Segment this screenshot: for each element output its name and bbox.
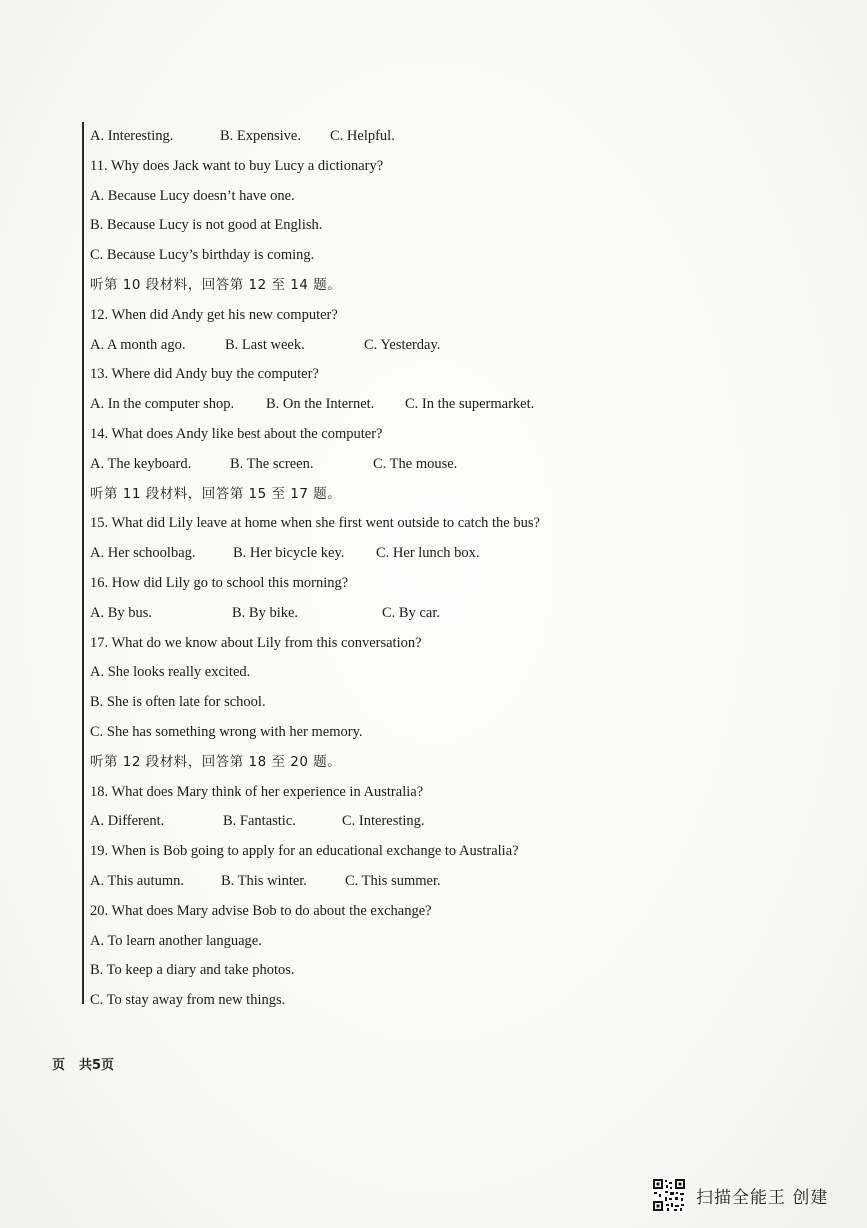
answer-option: B. To keep a diary and take photos.	[90, 962, 295, 979]
answer-option: B. Fantastic.	[223, 813, 296, 830]
question-text: 15. What did Lily leave at home when she first went outside to catch the bus?	[90, 515, 540, 532]
watermark-text: 扫描全能王 创建	[696, 1187, 829, 1208]
answer-option: B. She is often late for school.	[90, 694, 266, 711]
answer-option: C. To stay away from new things.	[90, 992, 286, 1009]
question-text: 14. What does Andy like best about the computer?	[90, 425, 383, 442]
answer-option: B. Expensive.	[220, 128, 301, 144]
answer-option: A. Interesting.	[90, 128, 174, 144]
answer-option: A. The keyboard.	[90, 455, 192, 472]
answer-option: C. Helpful.	[330, 128, 395, 144]
option-row	[90, 122, 810, 152]
question-text: 13. Where did Andy buy the computer?	[90, 366, 319, 383]
answer-option: C. In the supermarket.	[405, 396, 535, 413]
option-row	[90, 390, 810, 420]
answer-option: B. Because Lucy is not good at English.	[90, 217, 323, 234]
answer-option: B. This winter.	[221, 872, 307, 889]
question-text: 16. How did Lily go to school this morning?	[90, 574, 349, 591]
answer-option: A. Because Lucy doesn’t have one.	[90, 187, 295, 204]
answer-option: C. Interesting.	[342, 813, 425, 830]
answer-option: A. Different.	[90, 813, 165, 830]
question-text: 18. What does Mary think of her experience in Australia?	[90, 783, 424, 800]
answer-option: B. On the Internet.	[266, 396, 375, 413]
page-footer	[52, 1054, 128, 1073]
question-text: 12. When did Andy get his new computer?	[90, 306, 338, 323]
page-char: 页	[52, 1058, 66, 1073]
answer-option: A. To learn another language.	[90, 932, 262, 949]
answer-option: C. Her lunch box.	[376, 545, 480, 562]
answer-option: B. By bike.	[232, 604, 299, 621]
answer-option: A. By bus.	[90, 604, 153, 621]
answer-option: B. Her bicycle key.	[233, 545, 345, 562]
answer-option: C. This summer.	[345, 872, 441, 889]
answer-option: A. A month ago.	[90, 336, 186, 353]
margin-rule	[82, 122, 84, 1004]
answer-option: A. This autumn.	[90, 872, 184, 889]
answer-option: A. In the computer shop.	[90, 396, 235, 413]
question-text: 11. Why does Jack want to buy Lucy a dictionary?	[90, 157, 384, 174]
option-row	[90, 599, 810, 629]
answer-option: A. Her schoolbag.	[90, 545, 196, 562]
answer-option: C. Because Lucy’s birthday is coming.	[90, 247, 315, 264]
option-row	[90, 807, 810, 837]
answer-option: C. The mouse.	[373, 455, 458, 472]
section-instruction: 听第 11 段材料，回答第 15 至 17 题。	[90, 485, 342, 502]
section-instruction: 听第 10 段材料，回答第 12 至 14 题。	[90, 276, 342, 293]
question-list	[90, 122, 810, 1016]
answer-option: C. By car.	[382, 604, 440, 621]
option-row	[90, 539, 810, 569]
option-row	[90, 331, 810, 361]
answer-option: B. The screen.	[230, 455, 314, 472]
answer-option: A. She looks really excited.	[90, 664, 251, 681]
page-total: 共5页	[79, 1058, 115, 1073]
answer-option: C. Yesterday.	[364, 336, 441, 353]
question-text: 17. What do we know about Lily from this conversation?	[90, 634, 422, 651]
option-row	[90, 450, 810, 480]
option-row	[90, 867, 810, 897]
scanner-watermark	[652, 1178, 828, 1212]
answer-option: B. Last week.	[225, 336, 305, 353]
question-text: 20. What does Mary advise Bob to do about the exchange?	[90, 902, 432, 919]
section-instruction: 听第 12 段材料，回答第 18 至 20 题。	[90, 753, 342, 770]
question-text: 19. When is Bob going to apply for an educational exchange to Australia?	[90, 843, 519, 860]
answer-option: C. She has something wrong with her memory.	[90, 723, 363, 740]
qr-code-icon	[652, 1178, 686, 1212]
